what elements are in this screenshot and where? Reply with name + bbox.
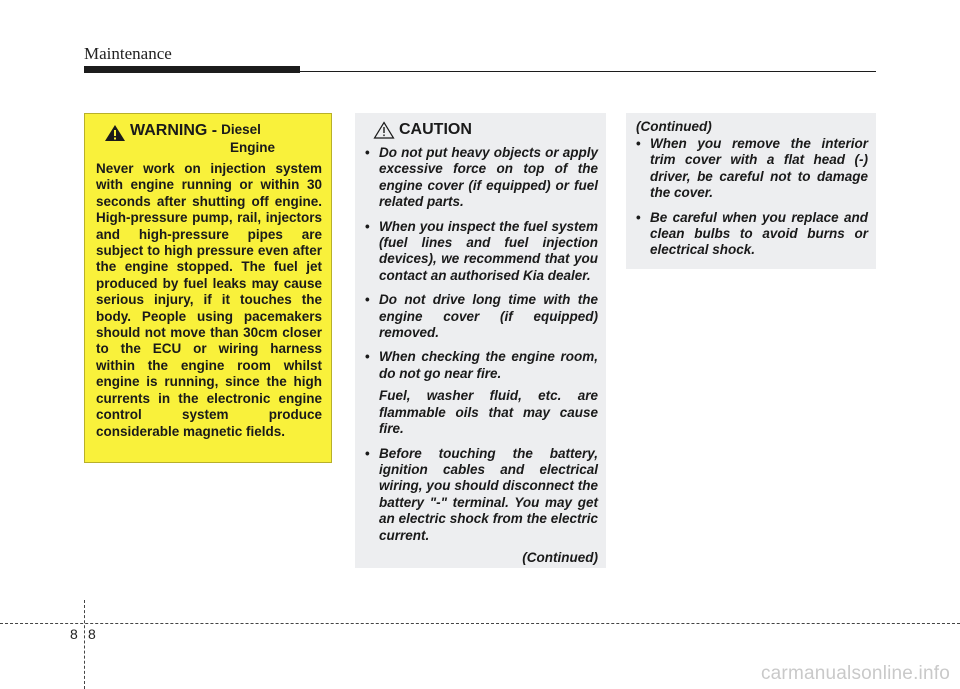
watermark: carmanualsonline.info <box>760 663 950 684</box>
header-bar <box>84 66 300 73</box>
warning-title: WARNING - <box>130 122 218 139</box>
warning-triangle-icon <box>104 124 126 142</box>
caution-title: CAUTION <box>399 121 472 138</box>
warning-panel <box>84 113 332 463</box>
continued-panel <box>626 113 876 269</box>
caution-list <box>365 145 598 382</box>
list-item: • Be careful when you replace and clean bulbs to avoid burns or electrical shock. <box>636 210 868 259</box>
caution-triangle-icon <box>373 121 395 139</box>
caution-panel <box>355 113 606 568</box>
continued-label: (Continued) <box>522 549 598 565</box>
list-item: • Do not put heavy objects or apply excessive force on top of the engine cover (if equipped) or fuel related parts. <box>365 145 598 211</box>
warning-header <box>104 122 322 142</box>
caution-sub-paragraph: Fuel, washer fluid, etc. are flammable oils that may cause fire. <box>379 388 598 437</box>
list-item: • Do not drive long time with the engine cover (if equipped) removed. <box>365 292 598 341</box>
footer-rule <box>0 623 960 624</box>
footer-vertical-rule <box>84 600 85 689</box>
page-number: 8 <box>88 626 96 642</box>
section-number: 8 <box>70 626 78 642</box>
continued-label: (Continued) <box>636 119 712 134</box>
warning-subtitle-line1: Diesel <box>221 122 261 137</box>
header-rule <box>300 71 876 72</box>
caution-header <box>373 121 598 139</box>
continued-list <box>636 136 868 259</box>
section-title: Maintenance <box>84 44 172 63</box>
list-item: • When you remove the interior trim cover with a flat head (-) driver, be careful not to damage the cover. <box>636 136 868 202</box>
list-item: • When you inspect the fuel system (fuel lines and fuel injection devices), we recommend that you contact an authorised Kia dealer. <box>365 219 598 285</box>
list-item: • Before touching the battery, ignition cables and electrical wiring, you should disconnect the battery "-" terminal. You may get an electric shock from the electric current. <box>365 446 598 544</box>
warning-body-text: Never work on injection system with engine running or within 30 seconds after shutting off engine. High-pressure pump, rail, injectors and high-pressure pipes are subject to high pressure even after the engine stopped. The fuel jet produced by fuel leaks may cause serious injury, if it touches the body. People using pacemakers should not move than 30cm closer to the ECU or wiring harness within the engine room whilst engine is running, since the high currents in the electronic engine control system produce considerable magnetic fields. <box>96 161 322 439</box>
list-item: • When checking the engine room, do not go near fire. <box>365 349 598 382</box>
caution-list-continued <box>365 446 598 544</box>
warning-subtitle-line2: Engine <box>230 140 276 155</box>
